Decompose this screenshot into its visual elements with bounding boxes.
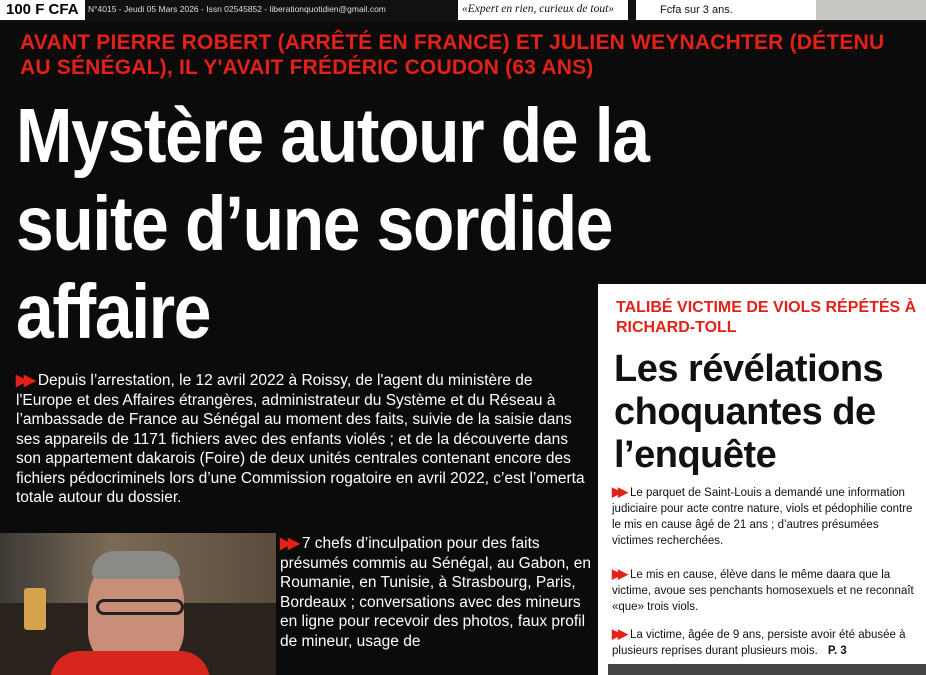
main-lead-text: Depuis l’arrestation, le 12 avril 2022 à Roissy, de l'agent du ministère de l'Europe et des Affaires étrangères, administrateur du Système et du Réseau à l’ambassade de France au Sénégal au moment des faits, suivie de la saisie dans ses appareils de 1171 fichiers avec des enfants violés ; et de la découverte dans son appartement dakarois (Foire) de deux unités centrales contenant encore des fichiers pédocriminels lors d’une Commission rogatoire en avril 2022, c’est l’omerta totale autour du dossier.	[16, 372, 585, 506]
double-arrow-icon: ▶▶	[612, 484, 624, 499]
charges-text-body: 7 chefs d’inculpation pour des faits présumés commis au Sénégal, au Gabon, en Roumanie, en Tunisie, à Strasbourg, Paris, Bordeaux ; conversations avec des mineurs en ligne pour recevoir des photos, faux profil de mineur, usage de	[280, 535, 592, 650]
photo-shirt	[50, 651, 210, 675]
motto: «Expert en rien, curieux de tout»	[458, 0, 628, 20]
side-bullet	[612, 566, 916, 615]
issue-line: N°4015 - Jeudi 05 Mars 2026 - Issn 02545852 - liberationquotidien@gmail.com	[88, 4, 386, 14]
headline-line-3: affaire	[16, 269, 211, 355]
page-reference[interactable]: P. 3	[827, 645, 847, 657]
side-bullet	[612, 626, 916, 659]
main-kicker: AVANT PIERRE ROBERT (ARRÊTÉ EN FRANCE) ET JULIEN WEYNACHTER (DÉTENU AU SÉNÉGAL), IL Y'AVAIT FRÉDÉRIC COUDON (63 ANS)	[20, 31, 885, 79]
portrait-photo	[0, 533, 276, 675]
photo-lamp	[24, 588, 46, 630]
photo-glasses	[96, 599, 184, 615]
double-arrow-icon: ▶▶	[16, 372, 32, 389]
teaser-text: Fcfa sur 3 ans.	[660, 4, 733, 16]
main-lead	[16, 371, 586, 508]
side-bullet	[612, 484, 916, 549]
double-arrow-icon: ▶▶	[280, 535, 296, 552]
photo-hair	[92, 551, 180, 579]
headline-line-1: Mystère autour de la	[16, 93, 649, 179]
bottom-strip	[608, 664, 926, 675]
teaser-photo	[816, 0, 926, 20]
headline-line-2: suite d’une sordide	[16, 181, 613, 267]
double-arrow-icon: ▶▶	[612, 566, 624, 581]
side-headline: Les révélations choquantes de l’enquête	[614, 348, 884, 476]
double-arrow-icon: ▶▶	[612, 626, 624, 641]
side-bullet-text: La victime, âgée de 9 ans, persiste avoir été abusée à plusieurs reprises durant plusieurs mois.	[612, 629, 906, 657]
side-kicker: TALIBÉ VICTIME DE VIOLS RÉPÉTÉS À RICHARD-TOLL	[616, 299, 917, 336]
top-teaser[interactable]	[636, 0, 926, 20]
side-bullet-text: Le parquet de Saint-Louis a demandé une information judiciaire pour acte contre nature, viols et pédophilie contre le mis en cause âgé de 21 ans ; d’autres présumées victimes recherchées.	[612, 487, 913, 547]
price-label: 100 F CFA	[0, 0, 85, 20]
side-story[interactable]	[598, 284, 926, 675]
charges-text	[280, 534, 596, 651]
masthead-strip	[0, 0, 926, 22]
side-bullet-text: Le mis en cause, élève dans le même daara que la victime, avoue ses penchants homosexuels et ne reconnaît «que» trois viols.	[612, 569, 914, 613]
